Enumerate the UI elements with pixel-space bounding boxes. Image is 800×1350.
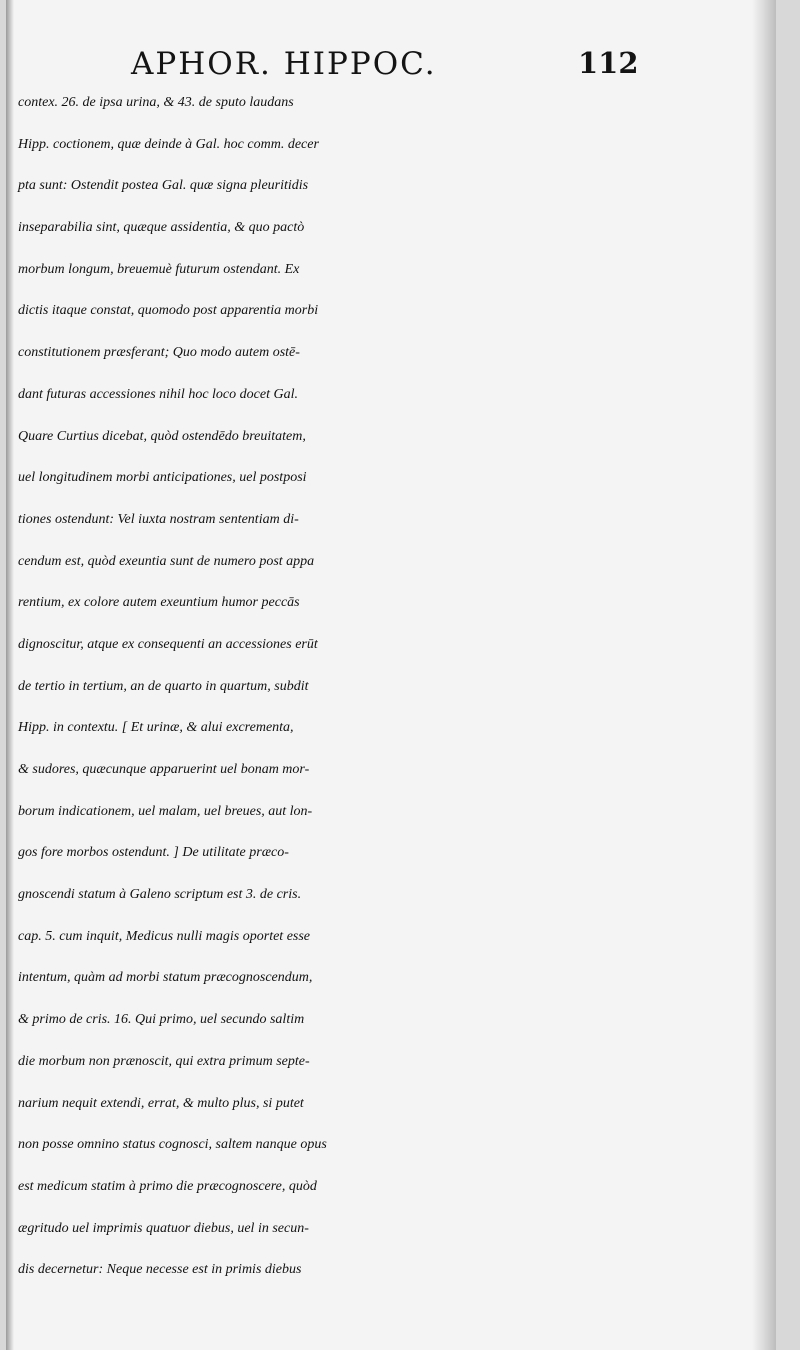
text-line: rentium, ex colore autem exeuntium humor peccās (18, 595, 300, 611)
text-line: Hipp. coctionem, quæ deinde à Gal. hoc comm. decer (18, 136, 319, 152)
page-number: 112 (578, 46, 639, 80)
text-line: morbum longum, breuemuè futurum ostendant. Ex (18, 261, 300, 277)
text-line: & sudores, quæcunque apparuerint uel bonam mor- (18, 762, 310, 777)
book-page (6, 0, 776, 1350)
text-line: ægritudo uel imprimis quatuor diebus, uel in secun- (18, 1220, 309, 1236)
text-line: de tertio in tertium, an de quarto in quartum, subdit (18, 678, 309, 694)
text-line: cap. 5. cum inquit, Medicus nulli magis oportet esse (18, 928, 311, 944)
text-line: & primo de cris. 16. Qui primo, uel secundo saltim (18, 1012, 305, 1028)
text-line: gnoscendi statum à Galeno scriptum est 3. de cris. (18, 887, 302, 903)
text-line: cendum est, quòd exeuntia sunt de numero post appa (18, 553, 315, 569)
text-line: gos fore morbos ostendunt. ] De utilitate præco- (18, 845, 289, 861)
text-line: Quare Curtius dicebat, quòd ostendēdo breuitatem, (18, 428, 306, 444)
text-line: constitutionem præsferant; Quo modo autem ostē- (18, 345, 300, 361)
text-line: contex. 26. de ipsa urina, & 43. de sputo laudans (18, 95, 294, 110)
text-line: die morbum non prænoscit, qui extra primum septe- (18, 1053, 310, 1069)
page-gutter-shadow (6, 0, 14, 1350)
text-line: dignoscitur, atque ex consequenti an accessiones erūt (18, 636, 318, 652)
body-text (18, 82, 658, 1291)
text-line: narium nequit extendi, errat, & multo plus, si putet (18, 1095, 304, 1111)
text-line: non posse omnino status cognosci, saltem nanque opus (18, 1137, 327, 1153)
text-line: dictis itaque constat, quomodo post apparentia morbi (18, 303, 319, 319)
page-edge-shadow (752, 0, 776, 1350)
text-line: intentum, quàm ad morbi statum præcognoscendum, (18, 970, 313, 986)
page-header (6, 46, 776, 86)
text-line: Hipp. in contextu. [ Et urinæ, & alui excrementa, (18, 720, 294, 736)
text-line: inseparabilia sint, quæque assidentia, & quo pactò (18, 220, 305, 236)
text-line: dis decernetur: Neque necesse est in primis diebus (18, 1262, 302, 1278)
text-line: tiones ostendunt: Vel iuxta nostram sententiam di- (18, 511, 299, 527)
text-line: pta sunt: Ostendit postea Gal. quæ signa pleuritidis (18, 178, 309, 194)
text-line: borum indicationem, uel malam, uel breues, aut lon- (18, 803, 313, 819)
running-head: APHOR. HIPPOC. (131, 46, 437, 82)
text-line: dant futuras accessiones nihil hoc loco docet Gal. (18, 386, 298, 402)
text-line: uel longitudinem morbi anticipationes, uel postposi (18, 470, 307, 486)
text-line: est medicum statim à primo die præcognoscere, quòd (18, 1178, 317, 1194)
